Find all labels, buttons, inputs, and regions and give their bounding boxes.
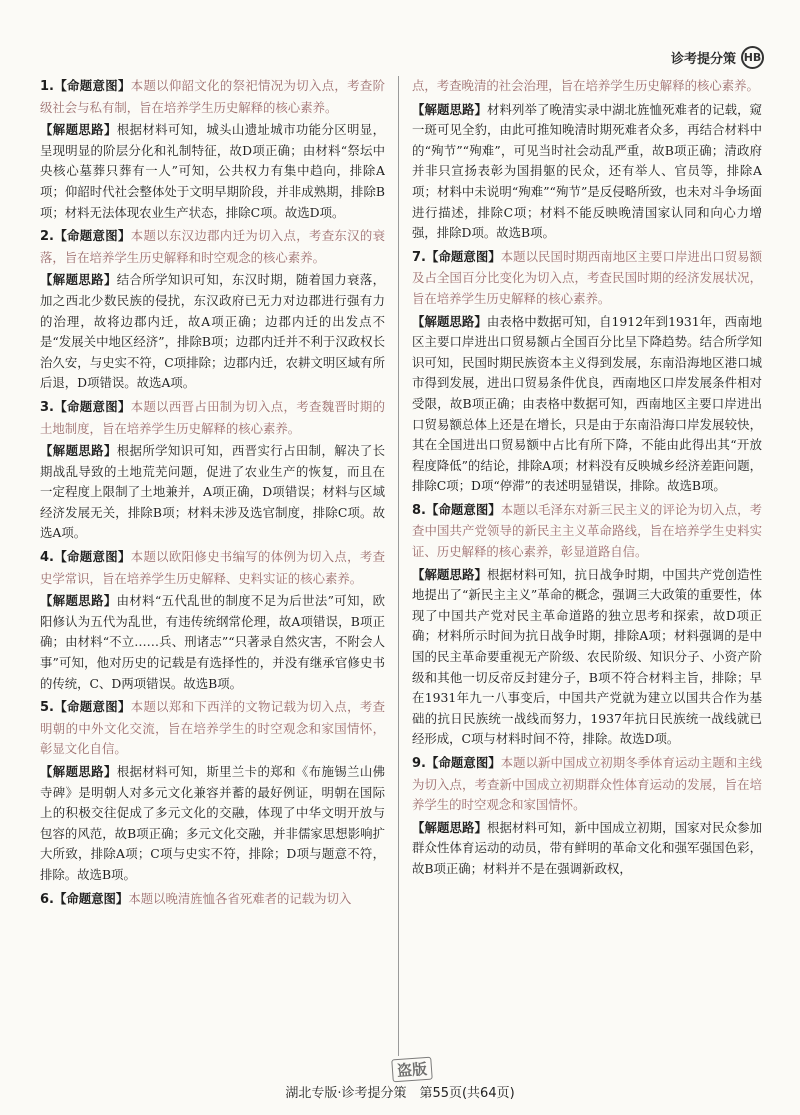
intent-text: 本题以新中国成立初期冬季体育运动主题和主线为切入点，考查新中国成立初期群众性体育运动的发展，旨在培养学生的时空观念和家国情怀。 (412, 755, 762, 813)
brand-header (671, 46, 764, 69)
thought-label: 【解题思路】 (40, 764, 117, 779)
thought-label: 【解题思路】 (40, 443, 117, 459)
intent-paragraph (40, 226, 385, 268)
question-number: 8. (412, 502, 426, 518)
thought-label: 【解题思路】 (412, 819, 488, 835)
question-item (412, 247, 762, 497)
page-footer: 湖北专版·诊考提分策 第55页(共64页) (285, 1086, 515, 1101)
continued-intent-text: 点，考查晚清的社会治理，旨在培养学生历史解释的核心素养。 (412, 78, 759, 93)
question-item (40, 226, 385, 394)
question-item (412, 753, 762, 880)
thought-text: 根据材料可知，城头山遗址城市功能分区明显，呈现明显的阶层分化和礼制特征，故D项正确；由材料“祭坛中央核心墓葬只葬有一人”可知，公共权力有集中趋向，排除A项；仰韶时代社会整体处于文明早期阶段，并非成熟期，排除B项；材料无法体现农业生产状态，排除C项。故选D项。 (40, 122, 385, 220)
question-number: 7. (412, 249, 426, 265)
intent-label: 【命题意图】 (425, 501, 501, 517)
intent-label: 【命题意图】 (53, 549, 131, 565)
right-column (412, 76, 762, 1056)
question-item (40, 889, 385, 911)
thought-paragraph (40, 762, 385, 886)
intent-paragraph (40, 547, 385, 589)
brand-title: 诊考提分策 (670, 52, 736, 67)
thought-paragraph (412, 565, 762, 750)
intent-label: 【命题意图】 (425, 755, 501, 770)
intent-paragraph (40, 397, 385, 439)
question-item (40, 397, 385, 544)
intent-text: 本题以郑和下西洋的文物记载为切入点，考查明朝的中外文化交流，旨在培养学生的时空观念和家国情怀，彰显文化自信。 (40, 699, 385, 757)
intent-label: 【命题意图】 (53, 890, 129, 906)
thought-text: 根据材料可知，斯里兰卡的郑和《布施锡兰山佛寺碑》是明朝人对多元文化兼容并蓄的最好例证，明朝在国际上的积极交往促成了多元文化的交融，体现了中华文明开放与包容的风范，故B项正确；多元文化交融，并非儒家思想影响扩大所致，排除A项；C项与史实不符，排除；D项与题意不符，排除。故选B项。 (40, 764, 385, 882)
question-number: 1. (40, 79, 54, 94)
thought-paragraph (412, 312, 762, 497)
question-number: 3. (40, 399, 54, 415)
thought-label: 【解题思路】 (412, 101, 488, 117)
thought-paragraph (40, 441, 385, 544)
thought-text: 材料列举了晚清实录中湖北旌恤死难者的记载，窥一斑可见全豹，由此可推知晚清时期死难者众多，再结合材料中的“殉节”“殉难”，可见当时社会动乱严重，故B项正确；清政府并非只宣扬表彰为国捐躯的民众，还有举人、官员等，排除A项；材料中未说明“殉难”“殉节”是反侵略所致，也未对斗争场面进行描述，排除C项；材料不能反映晚清国家认同和向心力增强，排除D项。故选B项。 (412, 101, 762, 241)
thought-paragraph (412, 100, 762, 244)
intent-paragraph (412, 247, 762, 310)
intent-text: 本题以仰韶文化的祭祀情况为切入点，考查阶级社会与私有制，旨在培养学生历史解释的核心素养。 (40, 78, 385, 115)
question-number: 6. (40, 891, 54, 907)
thought-text: 根据所学知识可知，西晋实行占田制，解决了长期战乱导致的土地荒芜问题，促进了农业生产的恢复，而且在一定程度上限制了土地兼并，A项正确，D项错误；材料与区域经济发展无关，排除B项；材料未涉及选官制度，排除C项。故选A项。 (40, 443, 385, 541)
intent-paragraph (412, 753, 762, 816)
question-item (40, 697, 385, 885)
intent-text: 本题以东汉边郡内迁为切入点，考查东汉的衰落，旨在培养学生历史解释和时空观念的核心素养。 (40, 228, 385, 265)
thought-label: 【解题思路】 (40, 272, 117, 288)
intent-paragraph (412, 500, 762, 563)
thought-paragraph (412, 818, 762, 880)
intent-label: 【命题意图】 (53, 78, 131, 93)
thought-label: 【解题思路】 (412, 313, 487, 329)
column-divider (398, 76, 399, 1056)
thought-text: 结合所学知识可知，东汉时期，随着国力衰落，加之西北少数民族的侵扰，东汉政府已无力对边郡进行强有力的治理，故将边郡内迁，故A项正确；边郡内迁的出发点不是“发展关中地区经济”，排除B项；边郡内迁并不利于汉政权长治久安，与史实不符，C项排除；边郡内迁，农耕文明区域有所后退，D项错误。故选A项。 (40, 272, 385, 391)
question-item (412, 100, 762, 244)
question-item (40, 547, 385, 694)
thought-text: 根据材料可知，新中国成立初期，国家对民众参加群众性体育运动的动员，带有鲜明的革命文化和强军强国色彩，故B项正确；材料并不是在强调新政权， (412, 819, 762, 876)
intent-text: 本题以欧阳修史书编写的体例为切入点，考查史学常识，旨在培养学生历史解释、史料实证的核心素养。 (40, 549, 385, 586)
intent-text: 本题以晚清旌恤各省死难者的记载为切入 (128, 890, 352, 906)
thought-paragraph (40, 591, 385, 694)
question-number: 4. (40, 550, 54, 566)
thought-paragraph (40, 120, 385, 223)
thought-label: 【解题思路】 (412, 566, 488, 582)
question-number: 5. (40, 700, 54, 716)
intent-label: 【命题意图】 (425, 248, 501, 264)
thought-text: 由表格中数据可知，自1912年到1931年，西南地区主要口岸进出口贸易额占全国百分比呈下降趋势。结合所学知识可知，民国时期民族资本主义得到发展，东南沿海地区港口城市得到发展，进出口贸易条件优良，西南地区口岸发展条件相对受限，故B项正确；由表格中数据可知，西南地区主要口岸进出口贸易额总体上还是在增长，只是由于东南沿海口岸发展较快，其在全国进出口贸易额中占比有所下降，不能由此得出其“开放程度降低”的结论，排除A项；材料没有反映城乡经济差距问题，排除C项；D项“停滞”的表述明显错误，排除。故选B项。 (412, 313, 762, 494)
intent-label: 【命题意图】 (53, 228, 131, 244)
thought-text: 由材料“五代乱世的制度不足为后世法”可知，欧阳修认为五代为乱世，有违传统纲常伦理，故A项错误，B项正确；由材料“不立……兵、刑诸志”“只著录自然灾害，不附会人事”可知，他对历史的记载是有选择性的，并没有继承官修史书的传统，C、D两项错误。故选B项。 (40, 593, 385, 691)
intent-paragraph (40, 889, 385, 911)
intent-label: 【命题意图】 (53, 699, 131, 715)
thought-paragraph (40, 270, 385, 394)
question-number: 9. (412, 756, 426, 771)
intent-text: 本题以民国时期西南地区主要口岸进出口贸易额及占全国百分比变化为切入点，考查民国时期的经济发展状况，旨在培养学生历史解释的核心素养。 (412, 248, 762, 306)
question-number: 2. (40, 229, 54, 245)
brand-logo-icon: HB (741, 46, 764, 69)
intent-paragraph (40, 76, 385, 118)
thought-label: 【解题思路】 (40, 593, 117, 609)
piracy-stamp: 盗版 (391, 1057, 433, 1083)
intent-text: 本题以毛泽东对新三民主义的评论为切入点，考查中国共产党领导的新民主主义革命路线，旨在培养学生史料实证、历史解释的核心素养，彰显道路自信。 (412, 501, 762, 560)
intent-paragraph (40, 697, 385, 760)
left-column (40, 76, 385, 1056)
question-item (412, 500, 762, 750)
intent-label: 【命题意图】 (53, 398, 131, 414)
question-item (40, 76, 385, 223)
intent-text: 本题以西晋占田制为切入点，考查魏晋时期的土地制度，旨在培养学生历史解释的核心素养。 (40, 398, 385, 436)
thought-label: 【解题思路】 (40, 122, 117, 138)
thought-text: 根据材料可知，抗日战争时期，中国共产党创造性地提出了“新民主主义”革命的概念，强调三大政策的重要性，体现了中国共产党对民主革命道路的独立思考和探索，故D项正确；材料所示时间为抗日战争时期，排除A项；材料强调的是中国的民主革命要重视无产阶级、农民阶级、知识分子、小资产阶级和其他一切反帝反封建分子，B项不符合材料主旨，排除；早在1931年九一八事变后，中国共产党就为建立以国共合作为基础的抗日民族统一战线而努力，1937年抗日民族统一战线就已经形成，C项与材料时间不符，排除。故选D项。 (412, 566, 762, 747)
